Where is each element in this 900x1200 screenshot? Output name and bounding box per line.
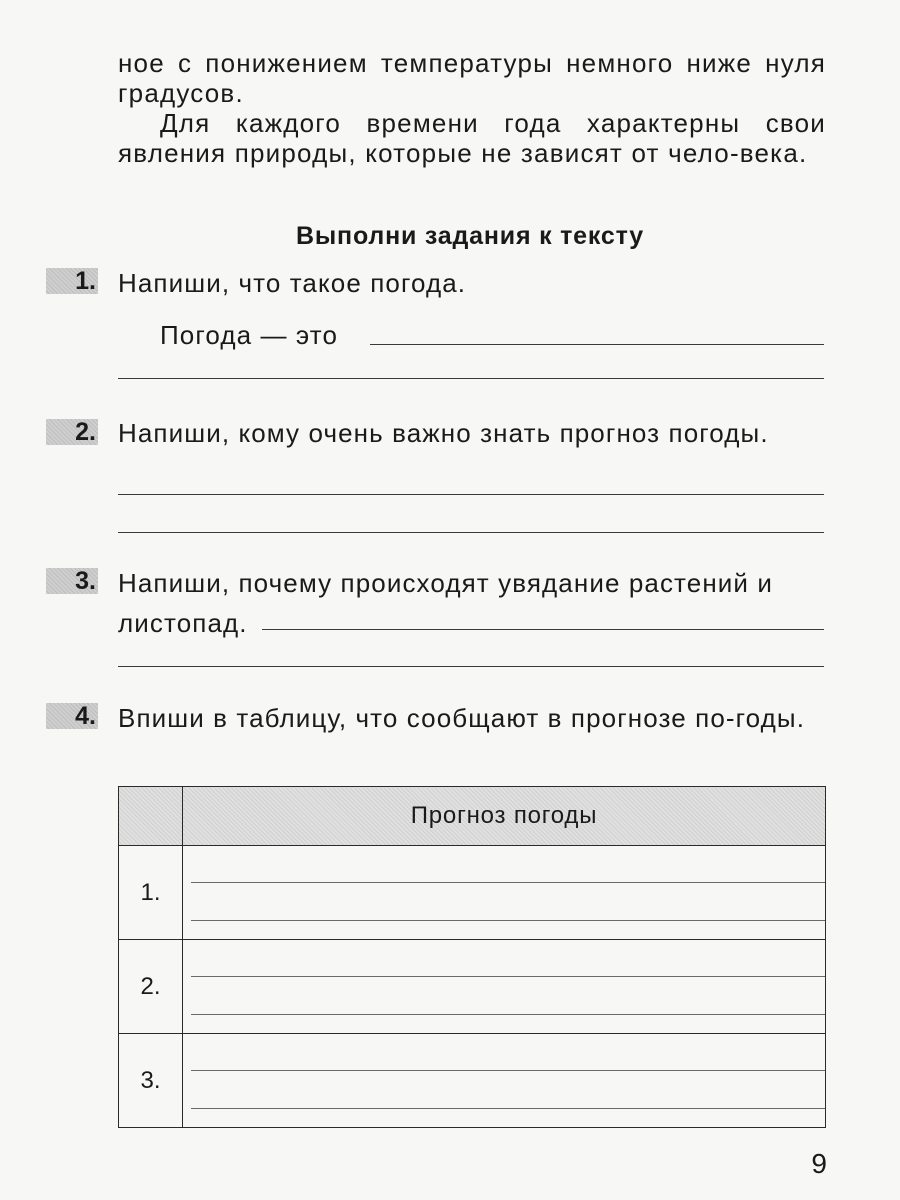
task-4-number: 4.	[46, 703, 98, 729]
task-2-number: 2.	[46, 419, 98, 445]
table-header-row	[119, 787, 826, 846]
forecast-table	[118, 786, 826, 1128]
table-write-line	[191, 882, 825, 883]
section-heading: Выполни задания к тексту	[296, 222, 644, 250]
page-number: 9	[811, 1148, 827, 1179]
table-row-number: 1.	[119, 846, 183, 940]
task-3-number: 3.	[46, 568, 98, 594]
task-4-text: Впиши в таблицу, что сообщают в прогнозе по-годы.	[118, 703, 806, 733]
task-2-answer-line-1[interactable]	[118, 494, 824, 495]
task-3-answer-line-1[interactable]	[262, 629, 824, 630]
table-write-line	[191, 1014, 825, 1015]
table-row	[119, 1034, 826, 1128]
intro-paragraph-2: Для каждого времени года характерны свои явления природы, которые не зависят от чело-века.	[118, 108, 826, 168]
intro-paragraph-1: ное с понижением температуры немного ниже нуля градусов.	[118, 48, 826, 108]
task-3-text: Напиши, почему происходят увядание растений и	[118, 568, 773, 598]
table-header-blank	[119, 787, 183, 846]
task-1-text: Напиши, что такое погода.	[118, 268, 467, 298]
table-row-number: 3.	[119, 1034, 183, 1128]
table-answer-cell[interactable]	[183, 846, 826, 940]
table-header-title: Прогноз погоды	[183, 787, 826, 846]
table-write-line	[191, 976, 825, 977]
table-answer-cell[interactable]	[183, 1034, 826, 1128]
table-write-line	[191, 920, 825, 921]
task-2-answer-line-2[interactable]	[118, 532, 824, 533]
table-row-number: 2.	[119, 940, 183, 1034]
table-write-line	[191, 1070, 825, 1071]
task-1-number: 1.	[46, 268, 98, 294]
task-2-text: Напиши, кому очень важно знать прогноз погоды.	[118, 418, 769, 448]
task-3-answer-line-2[interactable]	[118, 666, 824, 667]
table-row	[119, 940, 826, 1034]
task-1-prompt: Погода — это	[160, 320, 338, 350]
task-3-continuation: листопад.	[118, 608, 248, 638]
table-answer-cell[interactable]	[183, 940, 826, 1034]
table-row	[119, 846, 826, 940]
task-1-answer-line-1[interactable]	[370, 344, 824, 345]
table-write-line	[191, 1108, 825, 1109]
task-1-answer-line-2[interactable]	[118, 378, 824, 379]
